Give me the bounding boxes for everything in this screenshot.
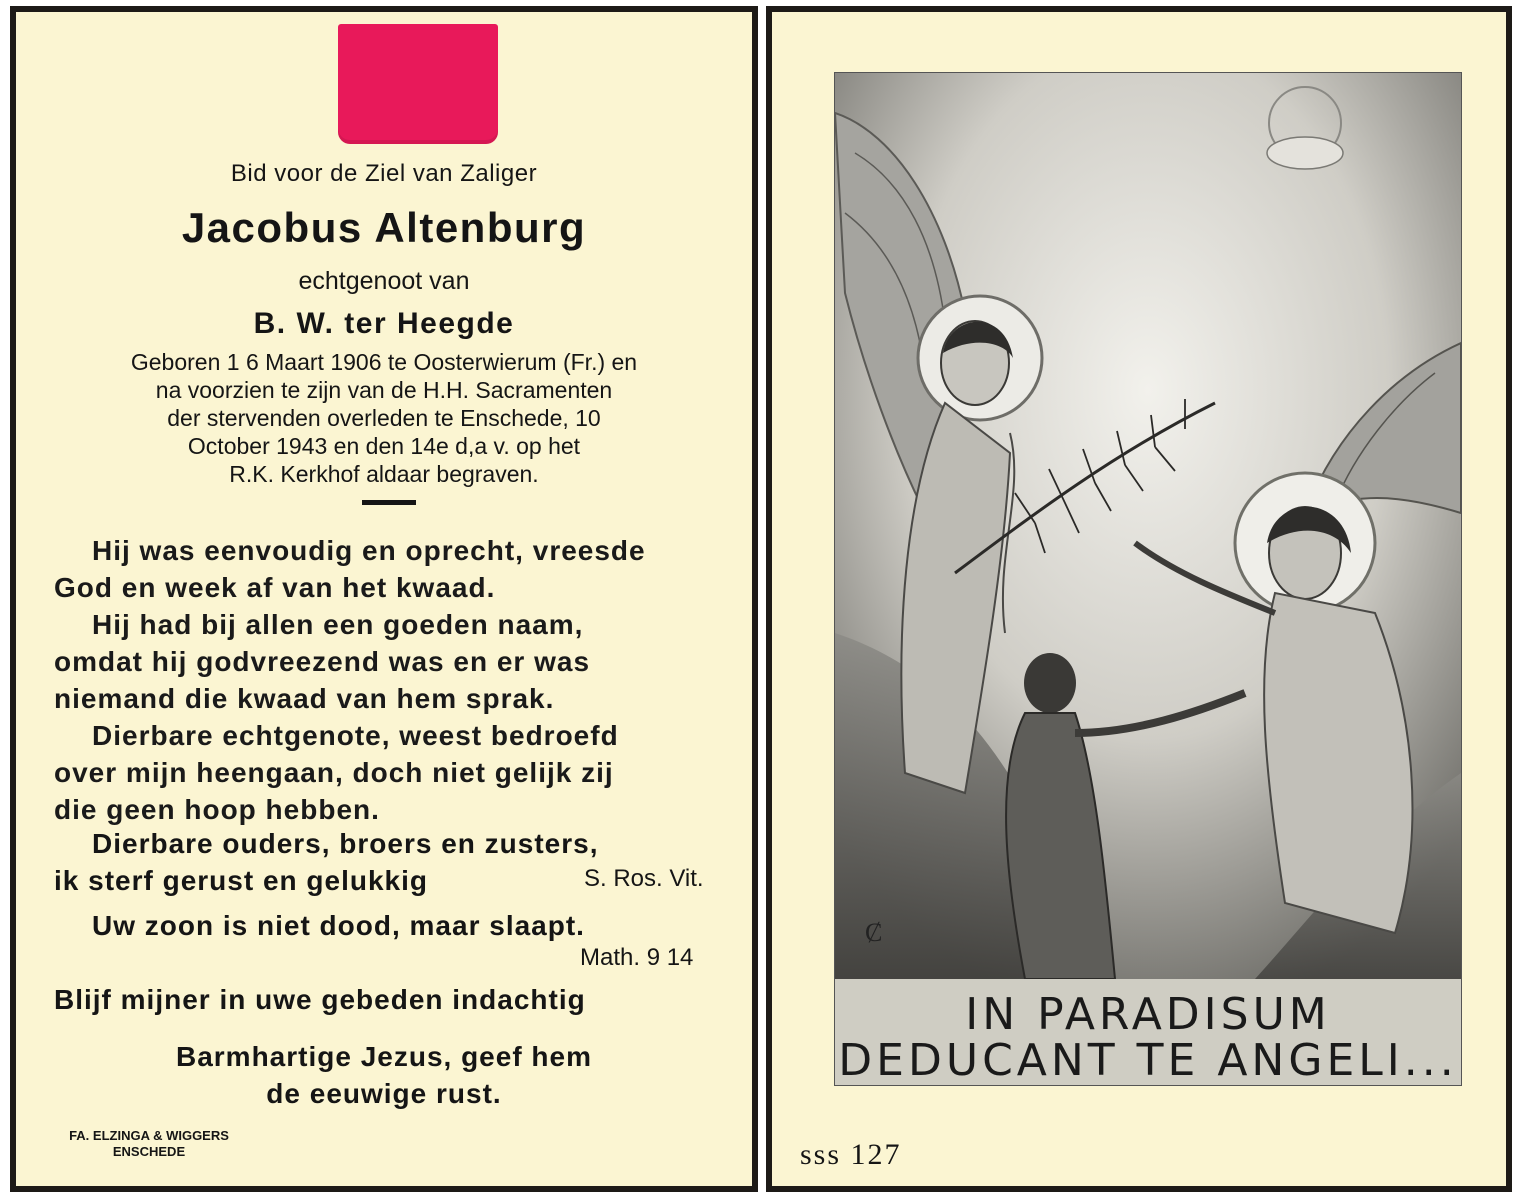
text-line: Dierbare echtgenote, weest bedroefd bbox=[92, 720, 619, 751]
spouse-label: echtgenoot van bbox=[298, 267, 470, 295]
caption-line-1: IN PARADISUM bbox=[965, 989, 1331, 1040]
printer-name: FA. ELZINGA & WIGGERS bbox=[69, 1128, 229, 1143]
caption-panel bbox=[835, 979, 1461, 1085]
matthew-reference: Math. 9 14 bbox=[580, 944, 694, 971]
paragraph-1 bbox=[54, 532, 722, 606]
intro-line: Bid voor de Ziel van Zaliger bbox=[230, 160, 538, 187]
paragraph-4-line-1: Dierbare ouders, broers en zusters, bbox=[92, 828, 599, 859]
angels-illustration bbox=[834, 72, 1462, 1086]
closing-prayer bbox=[16, 1038, 752, 1112]
text-line: God en week af van het kwaad. bbox=[54, 572, 496, 603]
spouse-name: B. W. ter Heegde bbox=[253, 307, 515, 340]
bio-line: der stervenden overleden te Enschede, 10 bbox=[167, 405, 601, 431]
biography bbox=[16, 348, 752, 488]
rosary-reference: S. Ros. Vit. bbox=[584, 865, 704, 892]
text-line: over mijn heengaan, doch niet gelijk zij bbox=[54, 757, 614, 788]
deceased-name: Jacobus Altenburg bbox=[181, 204, 587, 251]
paragraph-5: Uw zoon is niet dood, maar slaapt. bbox=[92, 910, 585, 941]
illustration-drawing bbox=[835, 73, 1461, 979]
paragraph-3 bbox=[54, 717, 722, 828]
printer-city: ENSCHEDE bbox=[112, 1144, 186, 1159]
bio-line: na voorzien te zijn van de H.H. Sacramenten bbox=[155, 377, 613, 403]
bio-line: R.K. Kerkhof aldaar begraven. bbox=[229, 461, 539, 487]
memorial-card-image-side bbox=[766, 6, 1512, 1192]
svg-text:Ȼ: Ȼ bbox=[865, 918, 883, 947]
paragraph-4-line-2: ik sterf gerust en gelukkig bbox=[54, 865, 428, 896]
catalog-code: sss 127 bbox=[800, 1138, 902, 1171]
text-line: niemand die kwaad van hem sprak. bbox=[54, 683, 555, 714]
bio-line: Geboren 1 6 Maart 1906 te Oosterwierum (Fr.) en bbox=[130, 349, 638, 375]
bio-line: October 1943 en den 14e d,a v. op het bbox=[187, 433, 581, 459]
text-line: Hij had bij allen een goeden naam, bbox=[92, 609, 584, 640]
paragraph-6: Blijf mijner in uwe gebeden indachtig bbox=[54, 984, 586, 1015]
text-line: omdat hij godvreezend was en er was bbox=[54, 646, 591, 677]
memorial-card-text-side bbox=[10, 6, 758, 1192]
divider bbox=[362, 500, 416, 505]
printer-imprint bbox=[54, 1128, 244, 1160]
text-line: de eeuwige rust. bbox=[266, 1078, 502, 1109]
text-line: Barmhartige Jezus, geef hem bbox=[175, 1041, 593, 1072]
text-line: die geen hoop hebben. bbox=[54, 794, 380, 825]
paragraph-2 bbox=[54, 606, 722, 717]
text-line: Hij was eenvoudig en oprecht, vreesde bbox=[92, 535, 646, 566]
red-ribbon bbox=[338, 24, 498, 144]
caption-line-2: DEDUCANT TE ANGELI... bbox=[838, 1035, 1458, 1086]
